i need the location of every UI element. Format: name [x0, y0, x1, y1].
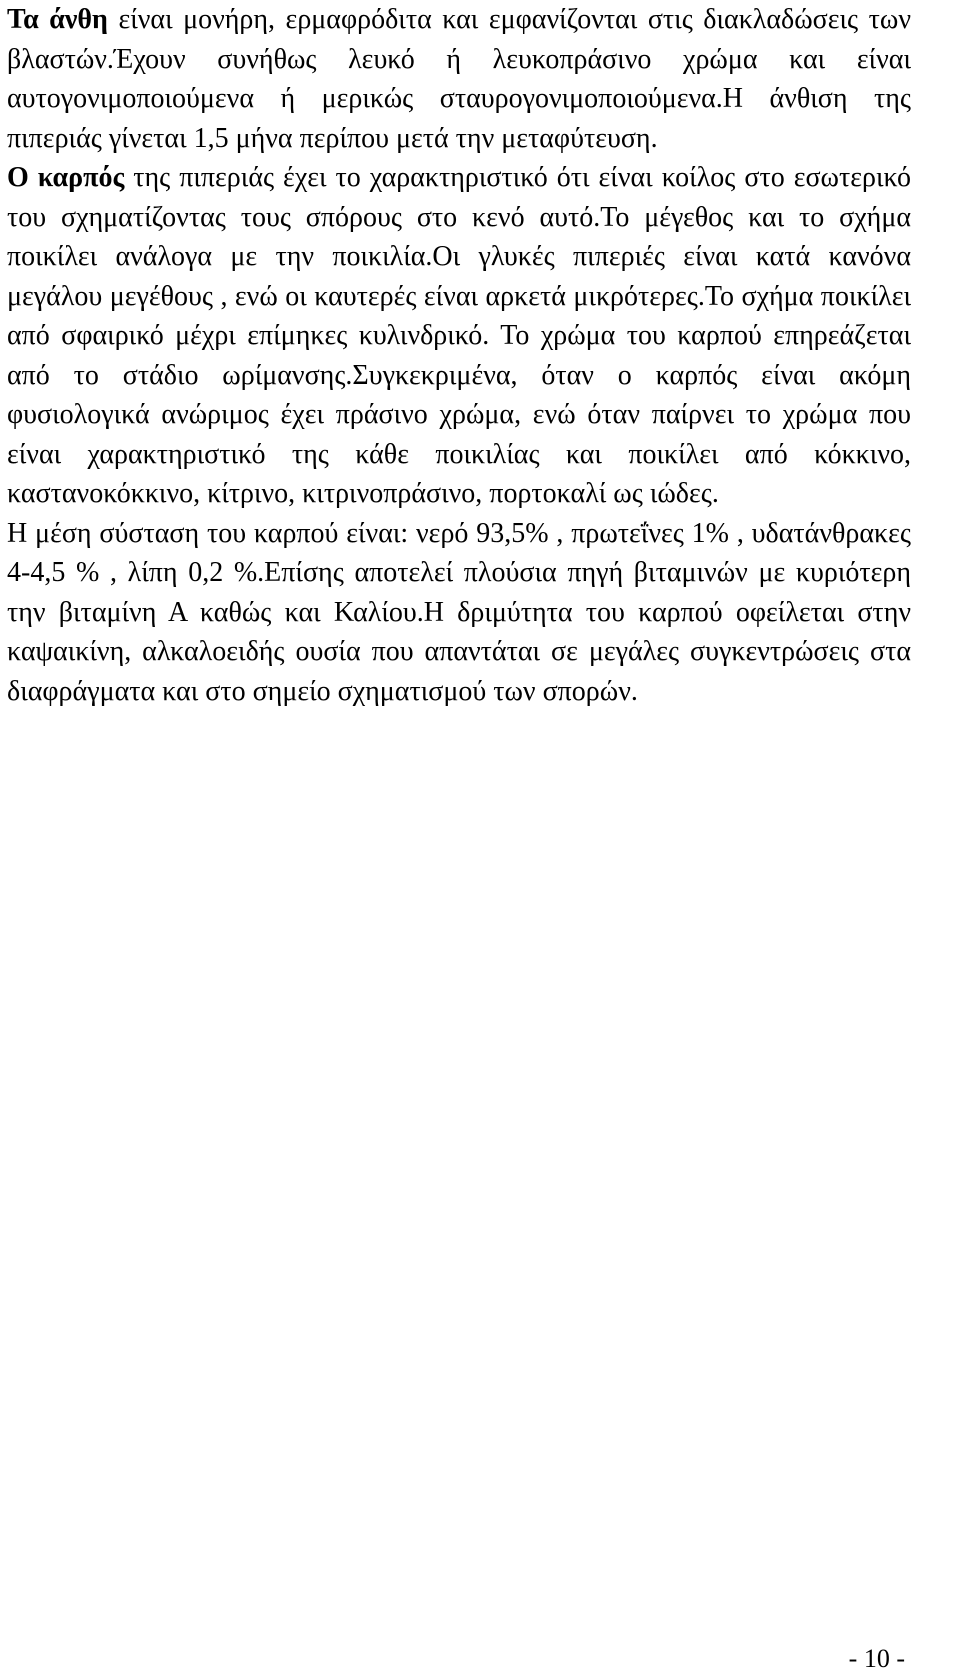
paragraph-flowers-text: είναι μονήρη, ερμαφρόδιτα και εμφανίζονται στις διακλαδώσεις των βλαστών.Έχουν συνήθως λευκό ή λευκοπράσινο χρώμα και είναι αυτογονιμοποιούμενα ή μερικώς σταυρογονιμοποιούμενα.Η άνθιση της πιπεριάς γίνεται 1,5 μήνα περίπου μετά την μεταφύτευση. — [7, 4, 911, 154]
paragraph-fruit-text: της πιπεριάς έχει το χαρακτηριστικό ότι είναι κοίλος στο εσωτερικό του σχηματίζοντας τους σπόρους στο κενό αυτό.Το μέγεθος και το σχήμα ποικίλει ανάλογα με την ποικιλία.Οι γλυκές πιπεριές είναι κατά κανόνα μεγάλου μεγέθους , ενώ οι καυτερές είναι αρκετά μικρότερες.Το σχήμα ποικίλει από σφαιρικό μέχρι επίμηκες κυλινδρικό. Το χρώμα του καρπού επηρεάζεται από το στάδιο ωρίμανσης.Συγκεκριμένα, όταν ο καρπός είναι ακόμη φυσιολογικά ανώριμος έχει πράσινο χρώμα, ενώ όταν παίρνει το χρώμα που είναι χαρακτηριστικό της κάθε ποικιλίας και ποικίλει από κόκκινο, καστανοκόκκινο, κίτρινο, κιτρινοπράσινο, πορτοκαλί ως ιώδες. — [7, 162, 911, 509]
term-fruit: Ο καρπός — [7, 162, 125, 193]
paragraph-composition — [7, 514, 911, 712]
paragraph-flowers — [7, 0, 911, 158]
paragraph-fruit — [7, 158, 911, 514]
page-body — [7, 0, 911, 711]
term-flowers: Τα άνθη — [7, 4, 108, 35]
page-number: - 10 - — [848, 1644, 905, 1673]
paragraph-composition-text: Η μέση σύσταση του καρπού είναι: νερό 93,5% , πρωτεΐνες 1% , υδατάνθρακες 4-4,5 % , λίπη 0,2 %.Επίσης αποτελεί πλούσια πηγή βιταμινών με κυριότερη την βιταμίνη Α καθώς και Καλίου.Η δριμύτητα του καρπού οφείλεται στην καψαικίνη, αλκαλοειδής ουσία που απαντάται σε μεγάλες συγκεντρώσεις στα διαφράγματα και στο σημείο σχηματισμού των σπορών. — [7, 517, 911, 707]
